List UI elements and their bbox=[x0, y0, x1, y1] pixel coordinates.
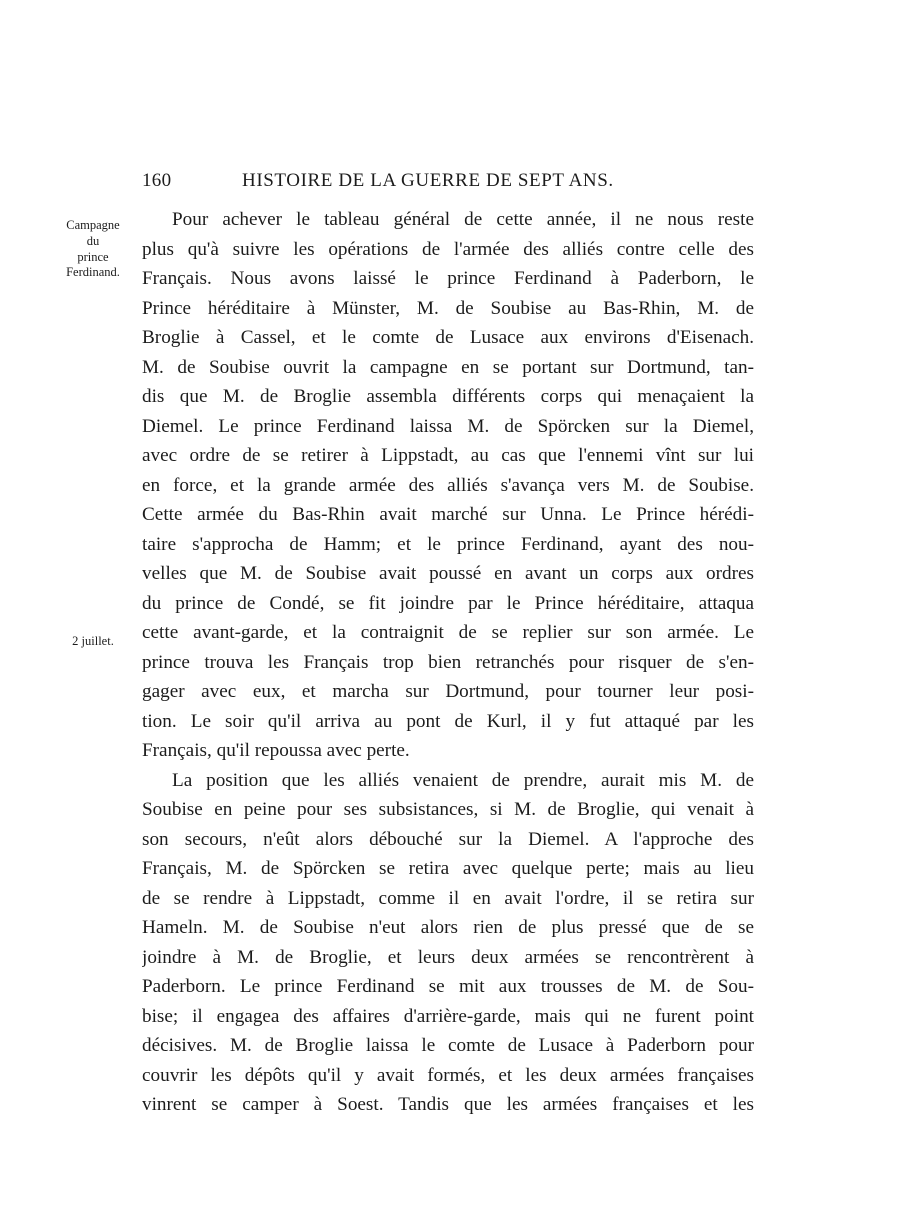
text-line: Diemel. Le prince Ferdinand laissa M. de Spörcken sur la Diemel, bbox=[142, 415, 754, 437]
text-line: tion. Le soir qu'il arriva au pont de Kurl, il y fut attaqué par les bbox=[142, 710, 754, 732]
text-line: M. de Soubise ouvrit la campagne en se portant sur Dortmund, tan- bbox=[142, 356, 754, 378]
text-line: Pour achever le tableau général de cette année, il ne nous reste bbox=[172, 209, 754, 230]
margin-note-line: du bbox=[86, 233, 100, 248]
text-line: de se rendre à Lippstadt, comme il en avait l'ordre, il se retira sur bbox=[142, 887, 754, 909]
text-line: prince trouva les Français trop bien retranchés pour risquer de s'en- bbox=[142, 651, 754, 673]
text-line: Français, qu'il repoussa avec perte. bbox=[142, 740, 410, 761]
text-line: gager avec eux, et marcha sur Dortmund, pour tourner leur posi- bbox=[142, 681, 754, 702]
text-line: taire s'approcha de Hamm; et le prince Ferdinand, ayant des nou- bbox=[142, 533, 754, 555]
text-line: Français. Nous avons laissé le prince Ferdinand à Paderborn, le bbox=[142, 268, 754, 289]
text-line: son secours, n'eût alors débouché sur la Diemel. A l'approche des bbox=[142, 828, 754, 850]
text-line: Broglie à Cassel, et le comte de Lusace aux environs d'Eisenach. bbox=[142, 327, 754, 348]
text-line: Soubise en peine pour ses subsistances, si M. de Broglie, qui venait à bbox=[142, 799, 754, 820]
text-line: Paderborn. Le prince Ferdinand se mit aux trousses de M. de Sou- bbox=[142, 976, 754, 997]
text-line: plus qu'à suivre les opérations de l'armée des alliés contre celle des bbox=[142, 238, 754, 260]
text-line: Français, M. de Spörcken se retira avec quelque perte; mais au lieu bbox=[142, 858, 754, 879]
text-line: vinrent se camper à Soest. Tandis que les armées françaises et les bbox=[142, 1094, 754, 1115]
page-number: 160 bbox=[142, 170, 172, 191]
page-header bbox=[142, 170, 754, 200]
margin-note-line: Ferdinand. bbox=[66, 265, 120, 280]
margin-note-line: Campagne bbox=[66, 218, 120, 232]
margin-note-date: 2 juillet. bbox=[72, 634, 114, 648]
text-line: velles que M. de Soubise avait poussé en avant un corps aux ordres bbox=[142, 563, 754, 584]
text-line: en force, et la grande armée des alliés s'avança vers M. de Soubise. bbox=[142, 474, 754, 496]
text-line: avec ordre de se retirer à Lippstadt, au cas que l'ennemi vînt sur lui bbox=[142, 445, 754, 466]
body-text bbox=[142, 205, 754, 1120]
text-line: Prince héréditaire à Münster, M. de Soubise au Bas-Rhin, M. de bbox=[142, 297, 754, 319]
margin-note-campaign bbox=[50, 218, 136, 281]
text-line: Hameln. M. de Soubise n'eut alors rien de plus pressé que de se bbox=[142, 917, 754, 938]
text-line: Cette armée du Bas-Rhin avait marché sur Unna. Le Prince hérédi- bbox=[142, 504, 754, 525]
running-title: HISTOIRE DE LA GUERRE DE SEPT ANS. bbox=[242, 170, 614, 191]
text-line: du prince de Condé, se fit joindre par le Prince héréditaire, attaqua bbox=[142, 592, 754, 614]
text-line: couvrir les dépôts qu'il y avait formés, et les deux armées françaises bbox=[142, 1064, 754, 1086]
text-line: dis que M. de Broglie assembla différents corps qui menaçaient la bbox=[142, 386, 754, 407]
text-line: décisives. M. de Broglie laissa le comte de Lusace à Paderborn pour bbox=[142, 1035, 754, 1056]
text-line: La position que les alliés venaient de prendre, aurait mis M. de bbox=[172, 769, 754, 791]
text-line: bise; il engagea des affaires d'arrière-garde, mais qui ne furent point bbox=[142, 1005, 754, 1027]
margin-note-line: prince bbox=[77, 249, 109, 264]
text-line: cette avant-garde, et la contraignit de se replier sur son armée. Le bbox=[142, 622, 754, 643]
text-line: joindre à M. de Broglie, et leurs deux armées se rencontrèrent à bbox=[142, 946, 754, 968]
